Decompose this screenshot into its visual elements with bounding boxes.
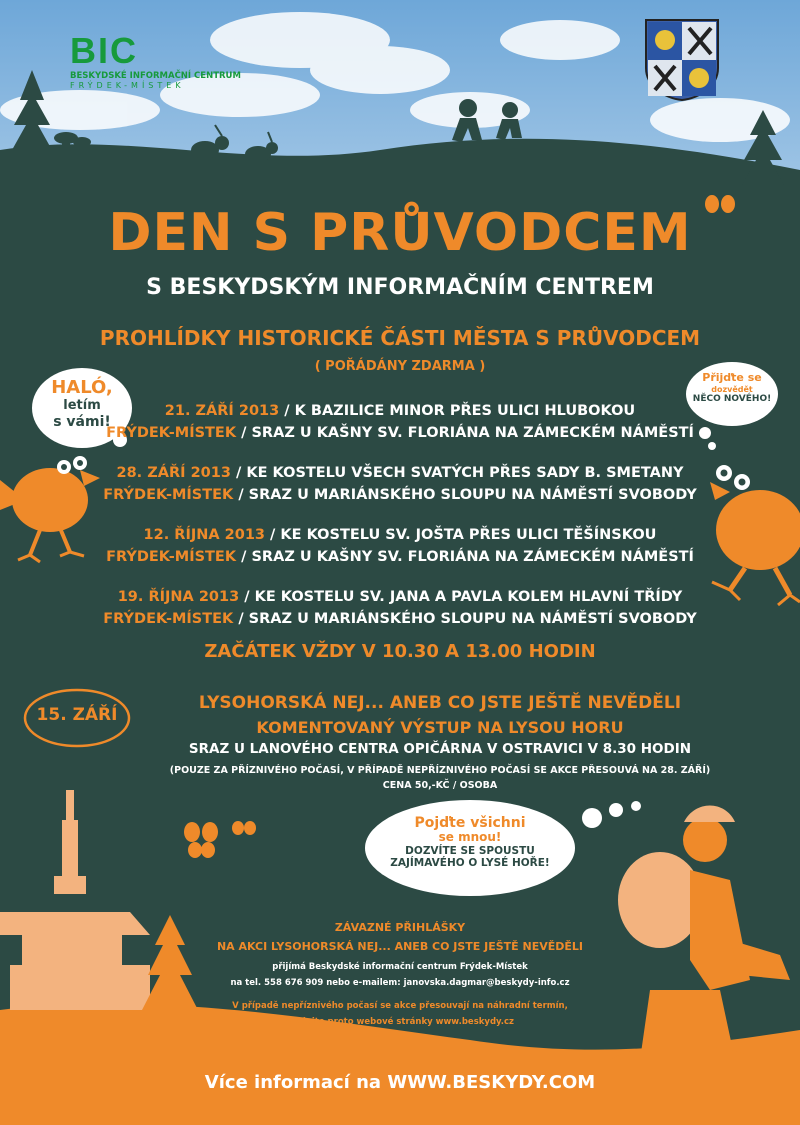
tour-meet: SRAZ U MARIÁNSKÉHO SLOUPU NA NÁMĚSTÍ SVOBODY [248, 487, 697, 503]
tour-city: FRÝDEK-MÍSTEK [106, 549, 237, 565]
tour-route: K BAZILICE MINOR PŘES ULICI HLUBOKOU [294, 403, 636, 419]
tour-city: FRÝDEK-MÍSTEK [106, 425, 237, 441]
tour-city: FRÝDEK-MÍSTEK [103, 611, 234, 627]
list-item: 21. ZÁŘÍ 2013 / K BAZILICE MINOR PŘES ULICI HLUBOKOU FRÝDEK-MÍSTEK / SRAZ U KAŠNY SV. FLORIÁNA NA ZÁMECKÉM NÁMĚSTÍ [106, 403, 694, 441]
tours-note: ( POŘÁDÁNY ZDARMA ) [314, 359, 486, 374]
logo-name: BESKYDSKÉ INFORMAČNÍ CENTRUM [70, 71, 241, 81]
bubble-hiker-text: Pojďte všichni se mnou! DOZVÍTE SE SPOUSTU ZAJÍMAVÉHO O LYSÉ HOŘE! [390, 815, 550, 869]
hike-title: LYSOHORSKÁ NEJ... ANEB CO JSTE JEŠTĚ NEVĚDĚLI [198, 693, 682, 713]
bubble-right-text: Přijďte se dozvědět NĚCO NOVÉHO! [692, 371, 772, 404]
bubble-left-text: HALÓ, letím s vámi! [51, 377, 113, 430]
tour-date: 21. ZÁŘÍ 2013 [164, 403, 280, 419]
list-item: 28. ZÁŘÍ 2013 / KE KOSTELU VŠECH SVATÝCH PŘES SADY B. SMETANY FRÝDEK-MÍSTEK / SRAZ U MARIÁNSKÉHO SLOUPU NA NÁMĚSTÍ SVOBODY [103, 465, 697, 503]
coat-of-arms-icon [644, 18, 720, 102]
hike-weather-note: (POUZE ZA PŘÍZNIVÉHO POČASÍ, V PŘÍPADĚ NEPŘÍZNIVÉHO POČASÍ SE AKCE PŘESOUVÁ NA 28. ZÁŘÍ) [169, 765, 711, 776]
logo-city: FRÝDEK-MÍSTEK [70, 81, 185, 90]
tour-route: KE KOSTELU SV. JANA A PAVLA KOLEM HLAVNÍ TŘÍDY [254, 589, 683, 605]
tour-route: KE KOSTELU SV. JOŠTA PŘES ULICI TĚŠÍNSKOU [280, 527, 657, 543]
bic-logo[interactable] [70, 30, 241, 90]
registration-event: NA AKCI LYSOHORSKÁ NEJ... ANEB CO JSTE JEŠTĚ NEVĚDĚLI [216, 940, 584, 953]
registration-weather-note: V případě nepříznivého počasí se akce přesouvají na náhradní termín, [232, 1001, 568, 1011]
hike-meeting-point: SRAZ U LANOVÉHO CENTRA OPIČÁRNA V OSTRAVICI V 8.30 HODIN [188, 741, 692, 757]
tour-meet: SRAZ U MARIÁNSKÉHO SLOUPU NA NÁMĚSTÍ SVOBODY [248, 611, 697, 627]
tour-route: KE KOSTELU VŠECH SVATÝCH PŘES SADY B. SMETANY [246, 465, 684, 481]
list-item: 12. ŘÍJNA 2013 / KE KOSTELU SV. JOŠTA PŘES ULICI TĚŠÍNSKOU FRÝDEK-MÍSTEK / SRAZ U KAŠNY SV. FLORIÁNA NA ZÁMECKÉM NÁMĚSTÍ [106, 527, 694, 565]
logo-mark: BIC [70, 30, 138, 71]
tour-date: 12. ŘÍJNA 2013 [143, 527, 265, 543]
tour-date: 28. ZÁŘÍ 2013 [116, 465, 231, 481]
tour-meet: SRAZ U KAŠNY SV. FLORIÁNA NA ZÁMECKÉM NÁMĚSTÍ [251, 425, 694, 441]
start-time: ZAČÁTEK VŽDY V 10.30 A 13.00 HODIN [204, 641, 596, 662]
page-title: DEN S PRŮVODCEM [108, 203, 692, 263]
tours-heading: PROHLÍDKY HISTORICKÉ ČÁSTI MĚSTA S PRŮVODCEM [99, 326, 701, 350]
list-item: 19. ŘÍJNA 2013 / KE KOSTELU SV. JANA A PAVLA KOLEM HLAVNÍ TŘÍDY FRÝDEK-MÍSTEK / SRAZ U MARIÁNSKÉHO SLOUPU NA NÁMĚSTÍ SVOBODY [103, 589, 697, 627]
tour-meet: SRAZ U KAŠNY SV. FLORIÁNA NA ZÁMECKÉM NÁMĚSTÍ [251, 549, 694, 565]
registration-website-note[interactable]: sledujte proto webové stránky www.beskydy.cz [285, 1017, 515, 1027]
tour-city: FRÝDEK-MÍSTEK [103, 487, 234, 503]
registration-heading: ZÁVAZNÉ PŘIHLÁŠKY [334, 921, 466, 934]
subtitle: S BESKYDSKÝM INFORMAČNÍM CENTREM [146, 275, 654, 300]
footer-website-link[interactable]: Více informací na WWW.BESKYDY.COM [204, 1072, 596, 1093]
hike-date: 15. ZÁŘÍ [36, 705, 118, 725]
tour-list [0, 403, 800, 651]
hike-price: CENA 50,-KČ / OSOBA [382, 780, 498, 791]
registration-accepted-by: přijímá Beskydské informační centrum Frýdek-Místek [272, 962, 528, 972]
tour-date: 19. ŘÍJNA 2013 [117, 589, 240, 605]
hike-subtitle: KOMENTOVANÝ VÝSTUP NA LYSOU HORU [256, 718, 624, 737]
registration-contact[interactable]: na tel. 558 676 909 nebo e-mailem: janovska.dagmar@beskydy-info.cz [230, 978, 570, 988]
